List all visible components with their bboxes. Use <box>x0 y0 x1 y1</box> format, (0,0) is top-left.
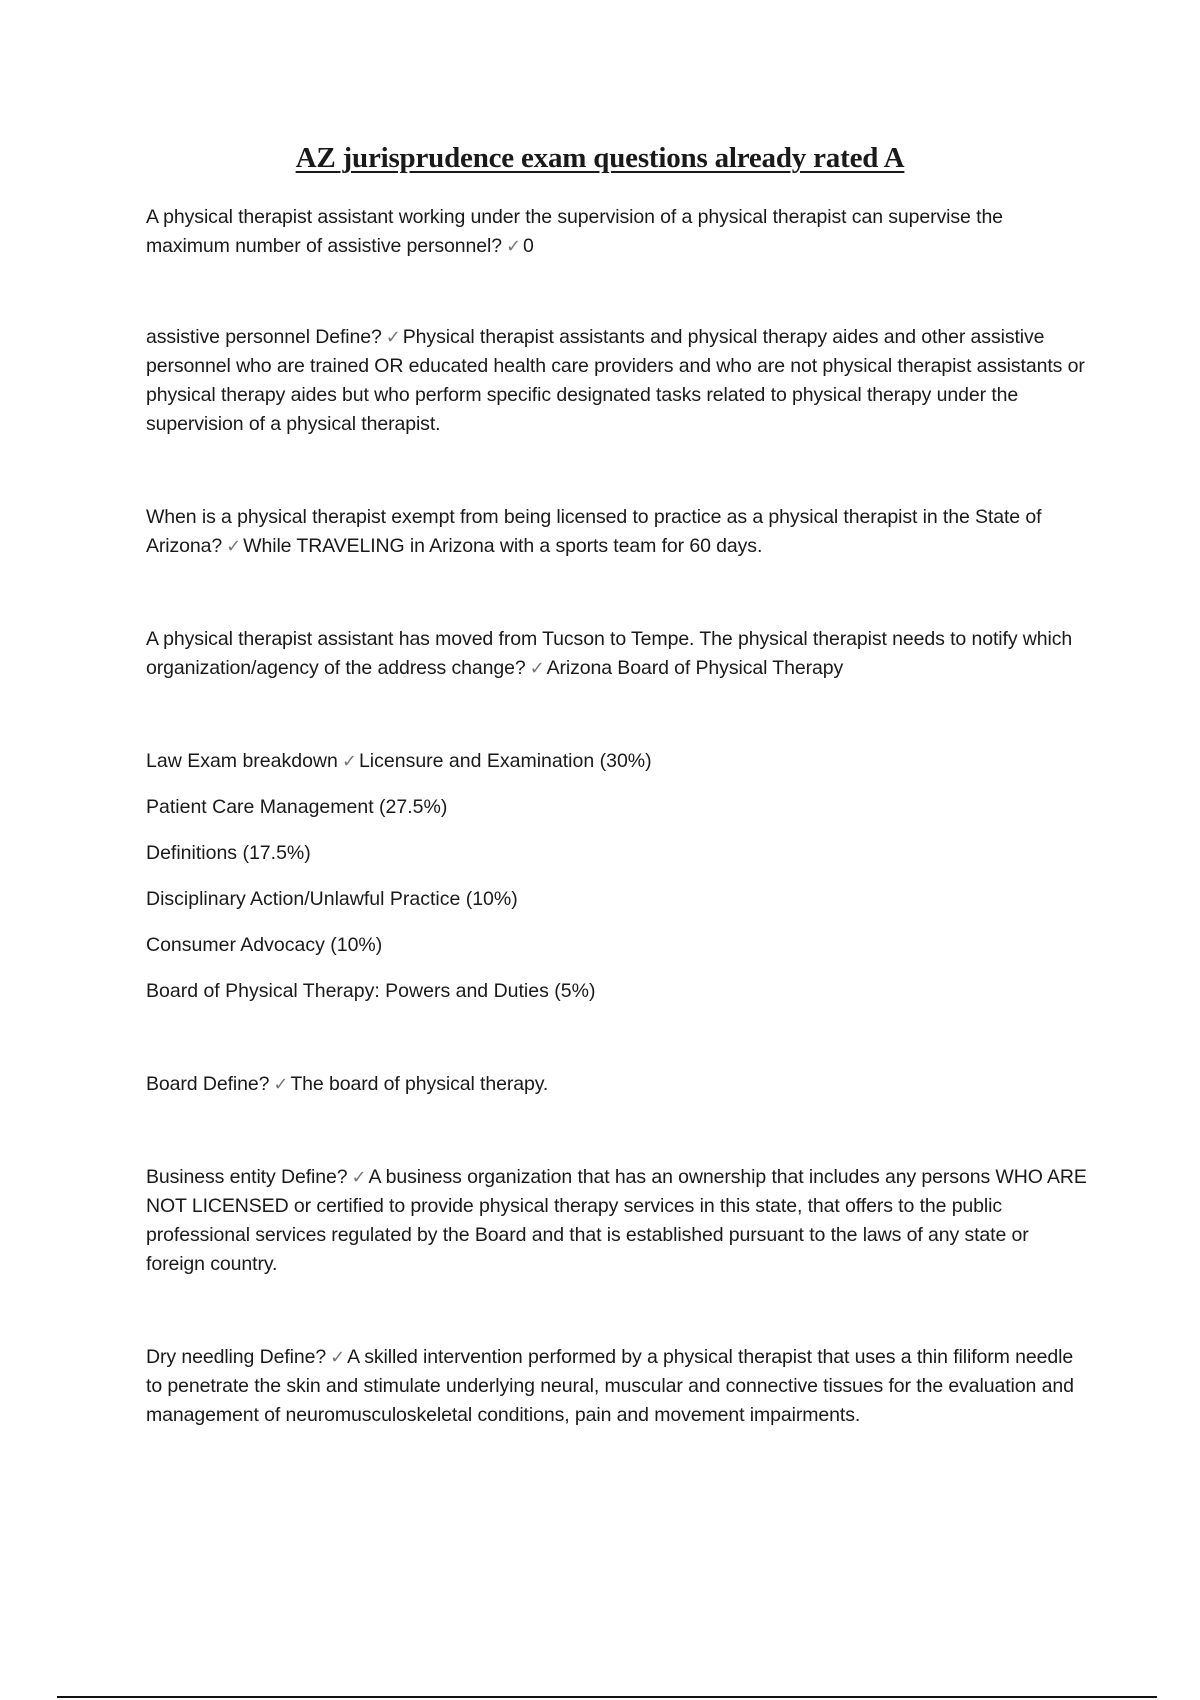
qa-item-1 <box>146 203 1091 261</box>
qa-answer: The board of physical therapy. <box>290 1073 549 1095</box>
qa-item-4 <box>146 625 1091 683</box>
qa-answer: 0 <box>523 235 534 257</box>
qa-item-2 <box>146 323 1091 439</box>
qa-question: Board Define? <box>146 1073 270 1095</box>
qa-answer: Arizona Board of Physical Therapy <box>546 657 844 679</box>
qa-answer: While TRAVELING in Arizona with a sports team for 60 days. <box>243 535 763 557</box>
checkmark-icon: ✓ <box>351 1167 367 1187</box>
qa-question: Business entity Define? <box>146 1166 348 1188</box>
qa-question: Law Exam breakdown <box>146 750 338 772</box>
checkmark-icon: ✓ <box>529 658 545 678</box>
checkmark-icon: ✓ <box>506 236 522 256</box>
qa-answer: Physical therapist assistants and physical therapy aides and other assistive personnel who are trained OR educated health care providers and who are not physical therapist assistants or physical therapy aides but who perform specific designated tasks related to physical therapy under the supervision of a physical therapist. <box>146 326 1085 435</box>
qa-answer: A business organization that has an ownership that includes any persons WHO ARE NOT LICENSED or certified to provide physical therapy services in this state, that offers to the public professional services regulated by the Board and that is established pursuant to the laws of any state or foreign country. <box>146 1166 1087 1275</box>
checkmark-icon: ✓ <box>341 751 357 771</box>
checkmark-icon: ✓ <box>385 327 401 347</box>
qa-answer: A skilled intervention performed by a physical therapist that uses a thin filiform needle to penetrate the skin and stimulate underlying neural, muscular and connective tissues for the evaluation and management of neuromusculoskeletal conditions, pain and movement impairments. <box>146 1346 1074 1426</box>
qa-item-5 <box>146 1070 1091 1099</box>
breakdown-item: Board of Physical Therapy: Powers and Duties (5%) <box>146 980 596 1002</box>
checkmark-icon: ✓ <box>226 536 242 556</box>
breakdown-item: Patient Care Management (27.5%) <box>146 796 448 818</box>
breakdown-heading <box>146 747 1091 776</box>
qa-item-3 <box>146 503 1091 561</box>
qa-item-6 <box>146 1163 1091 1279</box>
qa-answer: Licensure and Examination (30%) <box>358 750 652 772</box>
qa-question: assistive personnel Define? <box>146 326 382 348</box>
checkmark-icon: ✓ <box>330 1347 346 1367</box>
qa-item-7 <box>146 1343 1091 1430</box>
page-title: AZ jurisprudence exam questions already rated A <box>295 142 905 174</box>
breakdown-item: Consumer Advocacy (10%) <box>146 934 383 956</box>
qa-question: Dry needling Define? <box>146 1346 327 1368</box>
law-exam-breakdown <box>146 747 1091 1006</box>
footer-divider <box>57 1696 1157 1698</box>
qa-question: A physical therapist assistant has moved from Tucson to Tempe. The physical therapist needs to notify which organization/agency of the address change? <box>146 628 1073 679</box>
breakdown-item: Definitions (17.5%) <box>146 842 311 864</box>
checkmark-icon: ✓ <box>273 1074 289 1094</box>
qa-question: When is a physical therapist exempt from being licensed to practice as a physical therapist in the State of Arizona? <box>146 506 1042 557</box>
document-body <box>146 203 1091 1430</box>
breakdown-item: Disciplinary Action/Unlawful Practice (10%) <box>146 888 518 910</box>
qa-question: A physical therapist assistant working under the supervision of a physical therapist can supervise the maximum number of assistive personnel? <box>146 206 1003 257</box>
